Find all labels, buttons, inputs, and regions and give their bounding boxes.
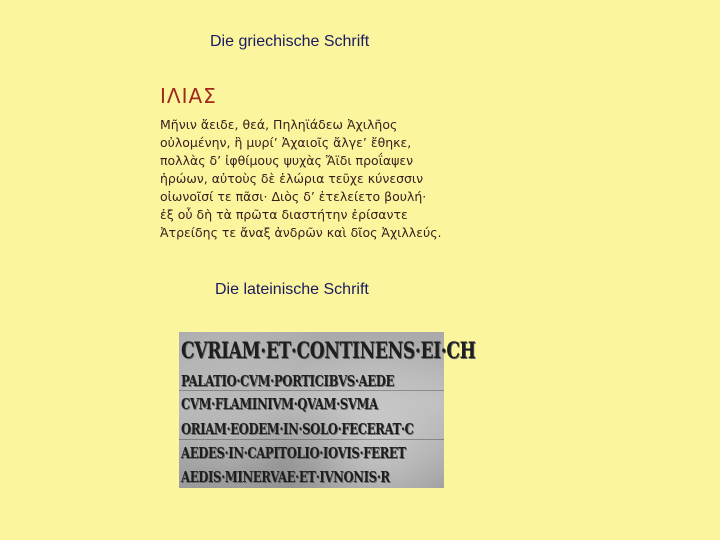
heading-latin-script: Die lateinische Schrift — [215, 281, 369, 298]
iliad-verse: οἰωνοῖσί τε πᾶσι· Διὸς δ’ ἐτελείετο βουλή· — [160, 189, 427, 204]
latin-stone-inscription-image — [179, 332, 476, 488]
stone-crack — [179, 390, 444, 391]
iliad-title: ΙΛΙΑΣ — [160, 84, 217, 108]
iliad-verses — [160, 116, 480, 242]
greek-iliad-text-image — [160, 84, 480, 242]
inscription-line: PALATIO·CVM·PORTICIBVS·AEDE — [181, 372, 395, 390]
iliad-verse: Μῆνιν ἄειδε, θεά, Πηληϊάδεω Ἀχιλῆος — [160, 117, 398, 132]
iliad-verse: Ἀτρείδης τε ἄναξ ἀνδρῶν καὶ δῖος Ἀχιλλεύς. — [160, 225, 442, 240]
iliad-verse: ἐξ οὗ δὴ τὰ πρῶτα διαστήτην ἐρίσαντε — [160, 207, 408, 222]
iliad-verse: πολλὰς δ’ ἰφθίμους ψυχὰς Ἄϊδι προΐαψεν — [160, 153, 414, 168]
inscription-line: ORIAM·EODEM·IN·SOLO·FECERAT·C — [181, 420, 414, 438]
inscription-line: CVM·FLAMINIVM·QVAM·SVMA — [181, 395, 378, 413]
iliad-verse: ἡρώων, αὐτοὺς δὲ ἑλώρια τεῦχε κύνεσσιν — [160, 171, 424, 186]
inscription-line: CVRIAM·ET·CONTINENS·EI·CH — [181, 338, 476, 364]
inscription-line: AEDIS·MINERVAE·ET·IVNONIS·R — [181, 468, 390, 486]
iliad-verse: οὐλομένην, ἣ μυρί’ Ἀχαιοῖς ἄλγε’ ἔθηκε, — [160, 135, 412, 150]
inscription-line: AEDES·IN·CAPITOLIO·IOVIS·FERET — [181, 444, 406, 462]
stone-crack — [179, 439, 444, 440]
heading-greek-script: Die griechische Schrift — [210, 33, 370, 50]
